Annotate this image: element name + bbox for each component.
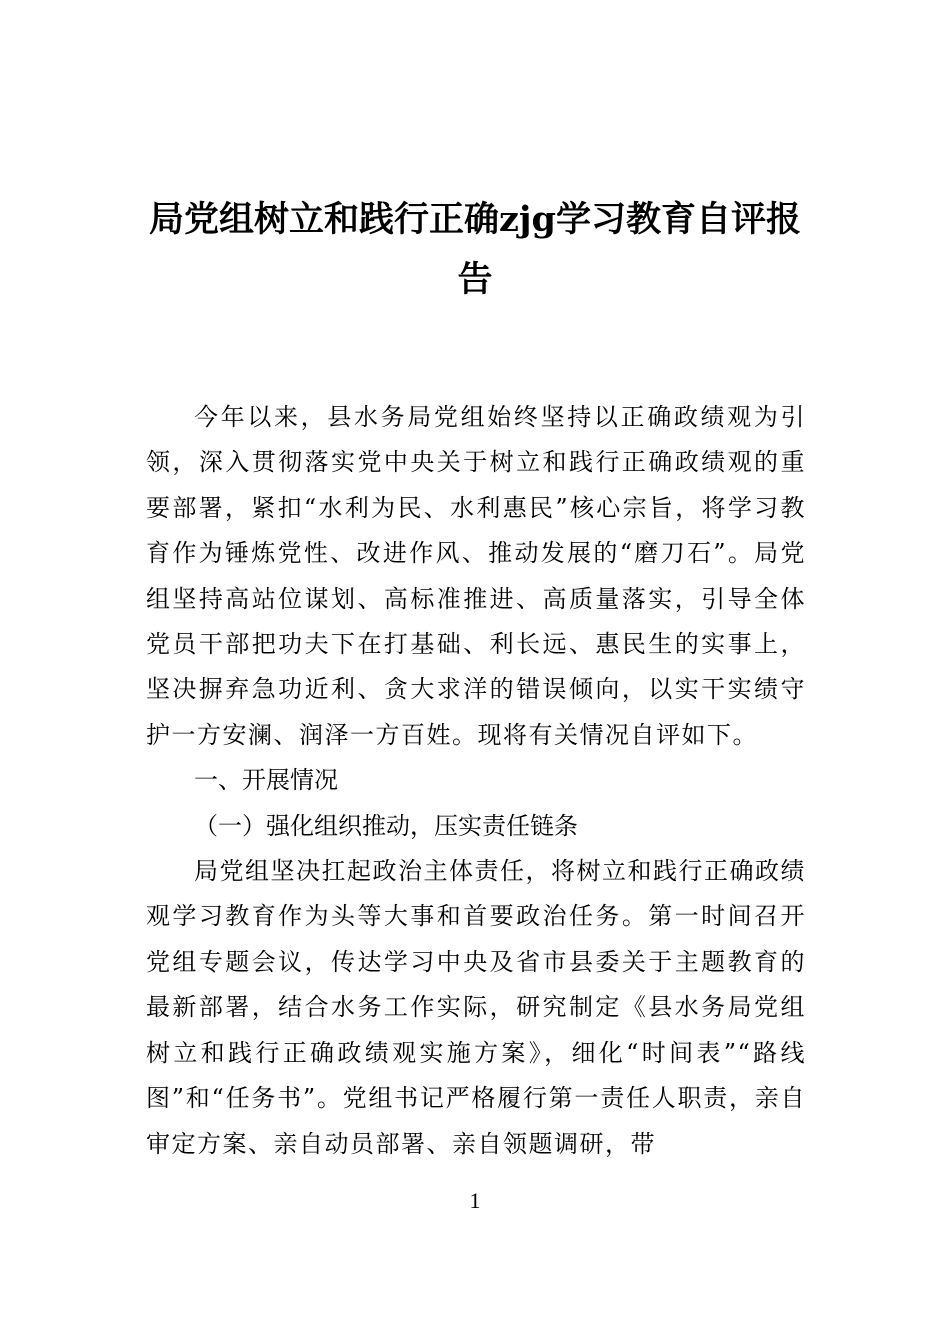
section-heading: 一、开展情况 [194,766,338,795]
subsection-heading: （一）强化组织推动，压实责任链条 [194,811,578,840]
subsection-paragraph: 局党组坚决扛起政治主体责任，将树立和践行正确政绩观学习教育作为头等大事和首要政治任务。第一时间召开党组专题会议，传达学习中央及省市县委关于主题教育的最新部署，结合水务工作实际，研究制定《县水务局党组树立和践行正确政绩观实施方案》，细化“时间表”“路线图”和“任务书”。党组书记严格履行第一责任人职责，亲自审定方案、亲自动员部署、亲自领题调研，带 [146,857,806,1158]
document-body [146,395,806,1167]
page-number: 1 [469,1188,481,1213]
intro-paragraph: 今年以来，县水务局党组始终坚持以正确政绩观为引领，深入贯彻落实党中央关于树立和践行正确政绩观的重要部署，紧扣“水利为民、水利惠民”核心宗旨，将学习教育作为锤炼党性、改进作风、推动发展的“磨刀石”。局党组坚持高站位谋划、高标准推进、高质量落实，引导全体党员干部把功夫下在打基础、利长远、惠民生的实事上，坚决摒弃急功近利、贪大求洋的错误倾向，以实干实绩守护一方安澜、润泽一方百姓。现将有关情况自评如下。 [146,403,806,749]
document-title: 局党组树立和践行正确zjg学习教育自评报告 [148,199,801,300]
